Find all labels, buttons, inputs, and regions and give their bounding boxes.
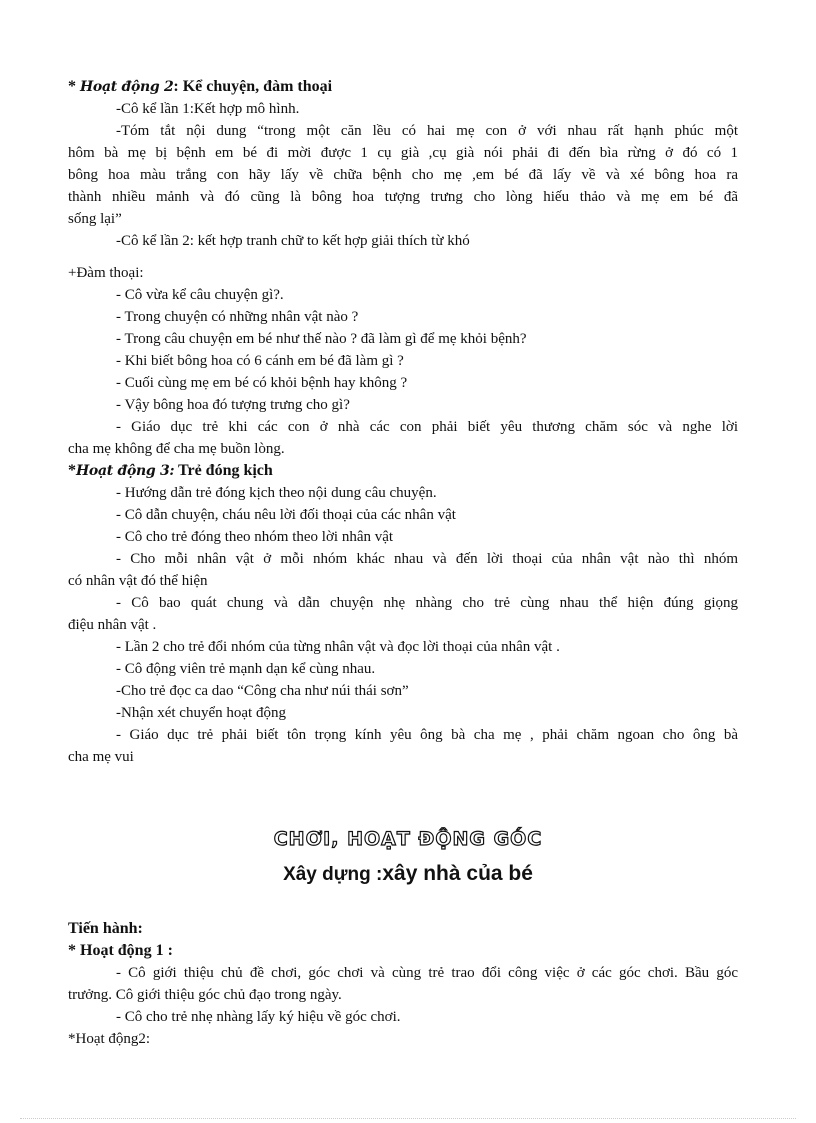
activity-2-heading: *Hoạt động2: [68,1031,151,1047]
heading-separator: : [173,78,183,95]
paragraph-line: -Cô kể lần 2: kết hợp tranh chữ to kết hợp giải thích từ khó [116,233,470,249]
step-line: - Cô động viên trẻ mạnh dạn kể cùng nhau. [116,661,376,677]
step-line: - Lần 2 cho trẻ đổi nhóm của từng nhân vật và đọc lời thoại của nhân vật . [116,639,560,655]
question-line: - Khi biết bông hoa có 6 cánh em bé đã làm gì ? [116,353,404,369]
paragraph-line: trưởng. Cô giới thiệu góc chủ đạo trong ngày. [68,987,342,1003]
step-line: - Giáo dục trẻ phải biết tôn trọng kính yêu ông bà cha mẹ , phải chăm ngoan cho ông bà [116,727,738,743]
paragraph-line: sống lại” [68,211,122,227]
section-heading [68,76,738,98]
step-line: - Cô dẫn chuyện, cháu nêu lời đối thoại của các nhân vật [116,507,456,523]
section-heading [68,460,738,482]
step-line: - Cô cho trẻ đóng theo nhóm theo lời nhân vật [116,529,394,545]
step-line: -Nhận xét chuyển hoạt động [116,705,286,721]
paragraph-line: - Cô giới thiệu chủ đề chơi, góc chơi và cùng trẻ trao đổi công việc ở các góc chơi. Bầu góc [116,965,738,981]
corner-activity-subtitle [0,862,816,886]
question-line: - Cuối cùng mẹ em bé có khỏi bệnh hay không ? [116,375,408,391]
step-line: điệu nhân vật . [68,617,157,633]
paragraph-line: -Cô kể lần 1:Kết hợp mô hình. [116,101,300,117]
step-line: có nhân vật đó thể hiện [68,573,208,589]
tien-hanh-heading: Tiến hành: [68,920,143,937]
heading-prefix: * [68,462,76,479]
activity-title: Kể chuyện, đàm thoại [182,78,333,95]
corner-activity-title: CHƠI, HOẠT ĐỘNG GÓC [273,828,543,850]
question-line: - Vậy bông hoa đó tượng trưng cho gì? [116,397,350,413]
page-bottom-divider [20,1118,796,1119]
step-line: - Cô bao quát chung và dẫn chuyện nhẹ nhàng cho trẻ cùng nhau thể hiện đúng giọng [116,595,738,611]
section-hoat-dong-2 [68,76,738,252]
paragraph-line: - Giáo dục trẻ khi các con ở nhà các con phải biết yêu thương chăm sóc và nghe lời [116,419,738,435]
question-line: - Trong chuyện có những nhân vật nào ? [116,309,359,325]
activity-1-heading: * Hoạt động 1 : [68,942,173,959]
step-line: - Cho mỗi nhân vật ở mỗi nhóm khác nhau và đến lời thoại của nhân vật nào thì nhóm [116,551,738,567]
dam-thoai-heading: +Đàm thoại: [68,265,144,281]
paragraph-line: - Cô cho trẻ nhẹ nhàng lấy ký hiệu về góc chơi. [116,1009,401,1025]
subtitle-area: Xây dựng : [283,864,383,885]
paragraph-line: thành nhiều mảnh và đó cũng là bông hoa tượng trưng cho lòng hiếu thảo và mẹ em bé đã [68,189,738,205]
question-line: - Trong câu chuyện em bé như thế nào ? đã làm gì để mẹ khỏi bệnh? [116,331,527,347]
paragraph-line: bông hoa màu trắng con hãy lấy về chữa bệnh cho mẹ ,em bé đã lấy về và xé bông hoa ra [68,167,738,183]
tien-hanh-section [68,918,738,1050]
activity-title: Trẻ đóng kịch [174,462,273,479]
paragraph-line: cha mẹ không để cha mẹ buồn lòng. [68,441,285,457]
step-line: cha mẹ vui [68,749,134,765]
paragraph-line: hôm bà mẹ bị bệnh em bé đi mời được 1 cụ già ,cụ già nói phải đi đến bìa rừng ở đó có 1 [68,145,738,161]
question-line: - Cô vừa kể câu chuyện gì?. [116,287,284,303]
activity-label: Hoạt động 3: [76,463,175,479]
step-line: -Cho trẻ đọc ca dao “Công cha như núi thái sơn” [116,683,409,699]
section-hoat-dong-3 [68,460,738,768]
dam-thoai-section [68,262,738,460]
heading-prefix: * [68,78,80,95]
paragraph-line: -Tóm tắt nội dung “trong một căn lều có hai mẹ con ở với nhau rất hạnh phúc một [116,123,738,139]
step-line: - Hướng dẫn trẻ đóng kịch theo nội dung câu chuyện. [116,485,437,501]
activity-label: Hoạt động 2 [80,79,174,95]
subtitle-theme: xây nhà của bé [382,862,533,885]
